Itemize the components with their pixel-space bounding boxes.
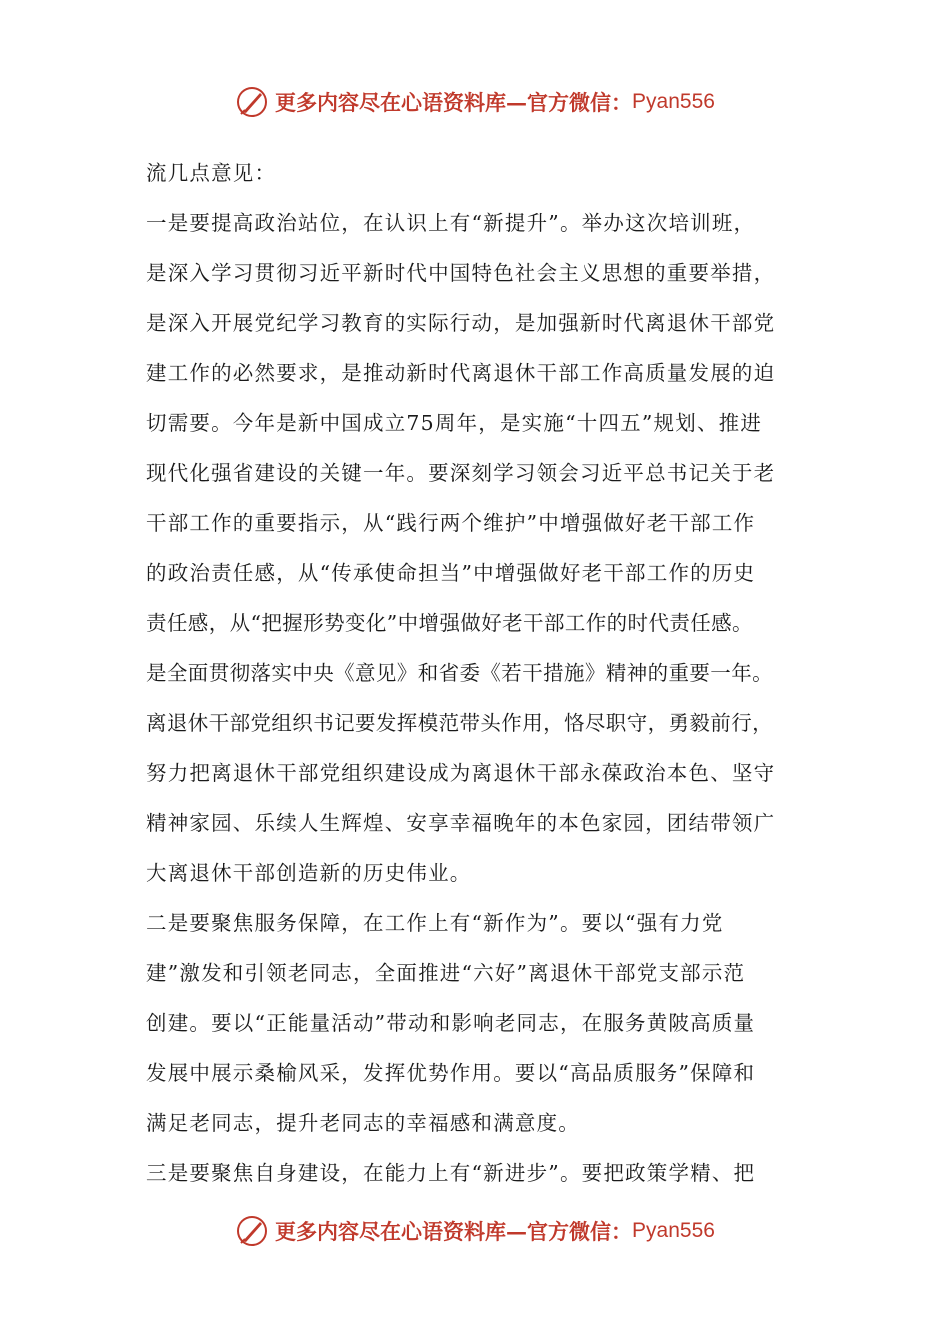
banner-wechat-id: Pyan556 <box>632 1219 715 1242</box>
text-line: 责任感，从“把握形势变化”中增强做好老干部工作的时代责任感。 <box>146 611 753 635</box>
text-line: 是深入学习贯彻习近平新时代中国特色社会主义思想的重要举措， <box>146 261 776 285</box>
text-line: 二是要聚焦服务保障，在工作上有“新作为”。要以“强有力党 <box>146 911 724 935</box>
text-line: 三是要聚焦自身建设，在能力上有“新进步”。要把政策学精、把 <box>146 1161 756 1185</box>
quill-logo-icon <box>235 85 269 119</box>
text-line: 发展中展示桑榆风采，发挥优势作用。要以“高品质服务”保障和 <box>146 1061 756 1085</box>
quill-logo-icon <box>235 1214 269 1248</box>
text-line: 干部工作的重要指示，从“践行两个维护”中增强做好老干部工作 <box>146 511 756 535</box>
text-line: 创建。要以“正能量活动”带动和影响老同志，在服务黄陂高质量 <box>146 1011 756 1035</box>
text-line: 精神家园、乐续人生辉煌、安享幸福晚年的本色家园，团结带领广 <box>146 811 776 835</box>
document-body <box>146 148 836 1198</box>
text-line: 建工作的必然要求，是推动新时代离退休干部工作高质量发展的迫 <box>146 361 776 385</box>
text-line: 切需要。今年是新中国成立75周年，是实施“十四五”规划、推进 <box>146 411 763 435</box>
text-line: 的政治责任感，从“传承使命担当”中增强做好老干部工作的历史 <box>146 561 756 585</box>
text-line: 是全面贯彻落实中央《意见》和省委《若干措施》精神的重要一年。 <box>146 661 773 685</box>
text-line: 一是要提高政治站位，在认识上有“新提升”。举办这次培训班， <box>146 211 756 235</box>
header-banner <box>0 82 950 122</box>
text-line: 努力把离退休干部党组织建设成为离退休干部永葆政治本色、坚守 <box>146 761 776 785</box>
text-line: 建”激发和引领老同志，全面推进“六好”离退休干部党支部示范 <box>146 961 746 985</box>
banner-title: 更多内容尽在心语资料库—官方微信： <box>275 90 633 115</box>
text-line: 大离退休干部创造新的历史伟业。 <box>146 861 472 885</box>
text-line: 是深入开展党纪学习教育的实际行动，是加强新时代离退休干部党 <box>146 311 776 335</box>
banner-wechat-id: Pyan556 <box>632 90 715 113</box>
text-line: 离退休干部党组织书记要发挥模范带头作用，恪尽职守，勇毅前行， <box>146 711 773 735</box>
footer-banner <box>0 1211 950 1251</box>
text-line: 满足老同志，提升老同志的幸福感和满意度。 <box>146 1111 580 1135</box>
banner-title: 更多内容尽在心语资料库—官方微信： <box>275 1219 633 1244</box>
text-line: 流几点意见： <box>146 161 277 185</box>
text-line: 现代化强省建设的关键一年。要深刻学习领会习近平总书记关于老 <box>146 461 776 485</box>
